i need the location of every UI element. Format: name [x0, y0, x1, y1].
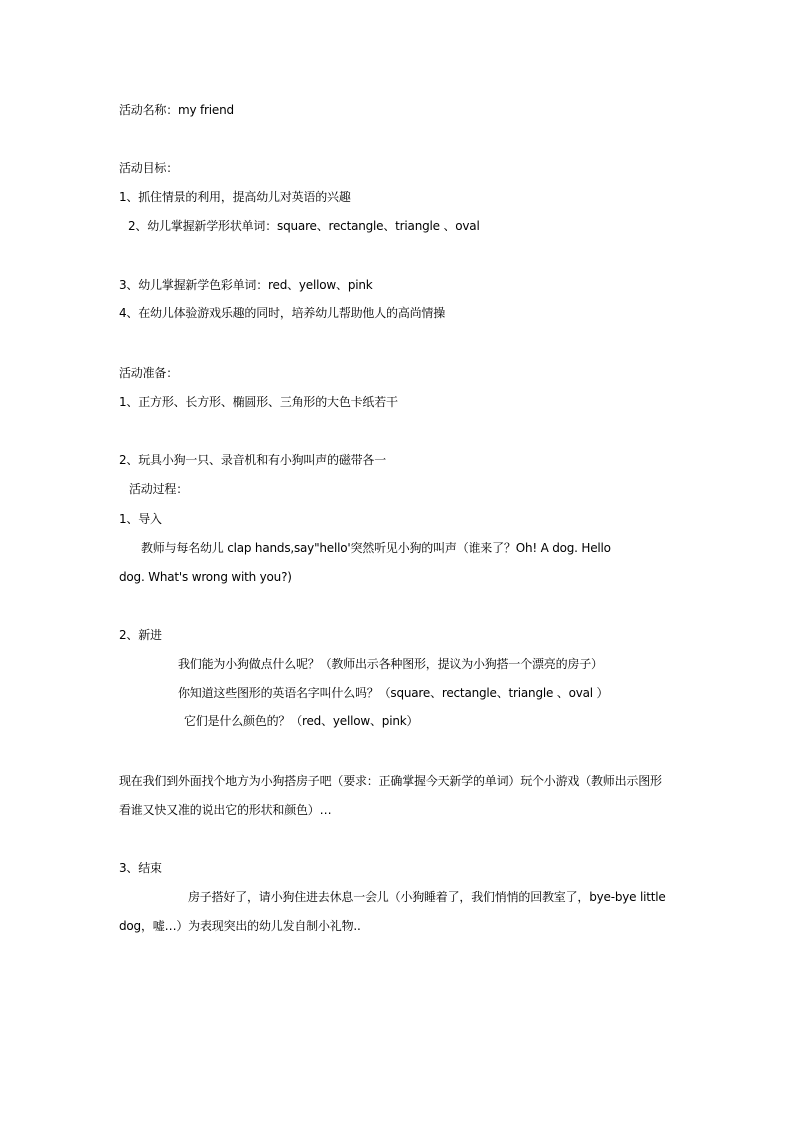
step-2-line-2: 你知道这些图形的英语名字叫什么吗？（square、rectangle、triangle 、oval ） — [178, 686, 609, 700]
step-3-title: 3、结束 — [119, 861, 162, 875]
goals-heading: 活动目标： — [119, 161, 179, 175]
step-1-line-2: dog. What's wrong with you?) — [119, 570, 292, 584]
game-line-1: 现在我们到外面找个地方为小狗搭房子吧（要求：正确掌握今天新学的单词）玩个小游戏（教师出示图形 — [119, 774, 662, 788]
step-1-title: 1、导入 — [119, 512, 162, 526]
activity-name: 活动名称：my friend — [119, 103, 234, 117]
goal-1: 1、抓住情景的利用，提高幼儿对英语的兴趣 — [119, 190, 351, 204]
step-2-title: 2、新进 — [119, 628, 162, 642]
goal-3: 3、幼儿掌握新学色彩单词：red、yellow、pink — [119, 278, 373, 292]
step-2-line-3: 它们是什么颜色的？（red、yellow、pink） — [184, 714, 419, 728]
game-line-2: 看谁又快又准的说出它的形状和颜色）… — [119, 803, 332, 817]
goal-2: 2、幼儿掌握新学形状单词：square、rectangle、triangle 、oval — [128, 219, 480, 233]
prep-heading: 活动准备： — [119, 366, 179, 380]
step-2-line-1: 我们能为小狗做点什么呢？（教师出示各种图形，提议为小狗搭一个漂亮的房子） — [178, 657, 603, 671]
step-1-line-1: 教师与每名幼儿 clap hands,say"hello'突然听见小狗的叫声（谁来了？Oh! A dog. Hello — [141, 541, 611, 555]
prep-item-1: 1、正方形、长方形、椭圆形、三角形的大色卡纸若干 — [119, 395, 398, 409]
step-3-line-1: 房子搭好了，请小狗住进去休息一会儿（小狗睡着了，我们悄悄的回教室了，bye-bye little — [188, 890, 666, 904]
step-3-line-2: dog，嘘…）为表现突出的幼儿发自制小礼物.. — [119, 919, 361, 933]
prep-item-2: 2、玩具小狗一只、录音机和有小狗叫声的磁带各一 — [119, 453, 387, 467]
process-heading: 活动过程： — [129, 482, 189, 496]
goal-4: 4、在幼儿体验游戏乐趣的同时，培养幼儿帮助他人的高尚情操 — [119, 306, 446, 320]
